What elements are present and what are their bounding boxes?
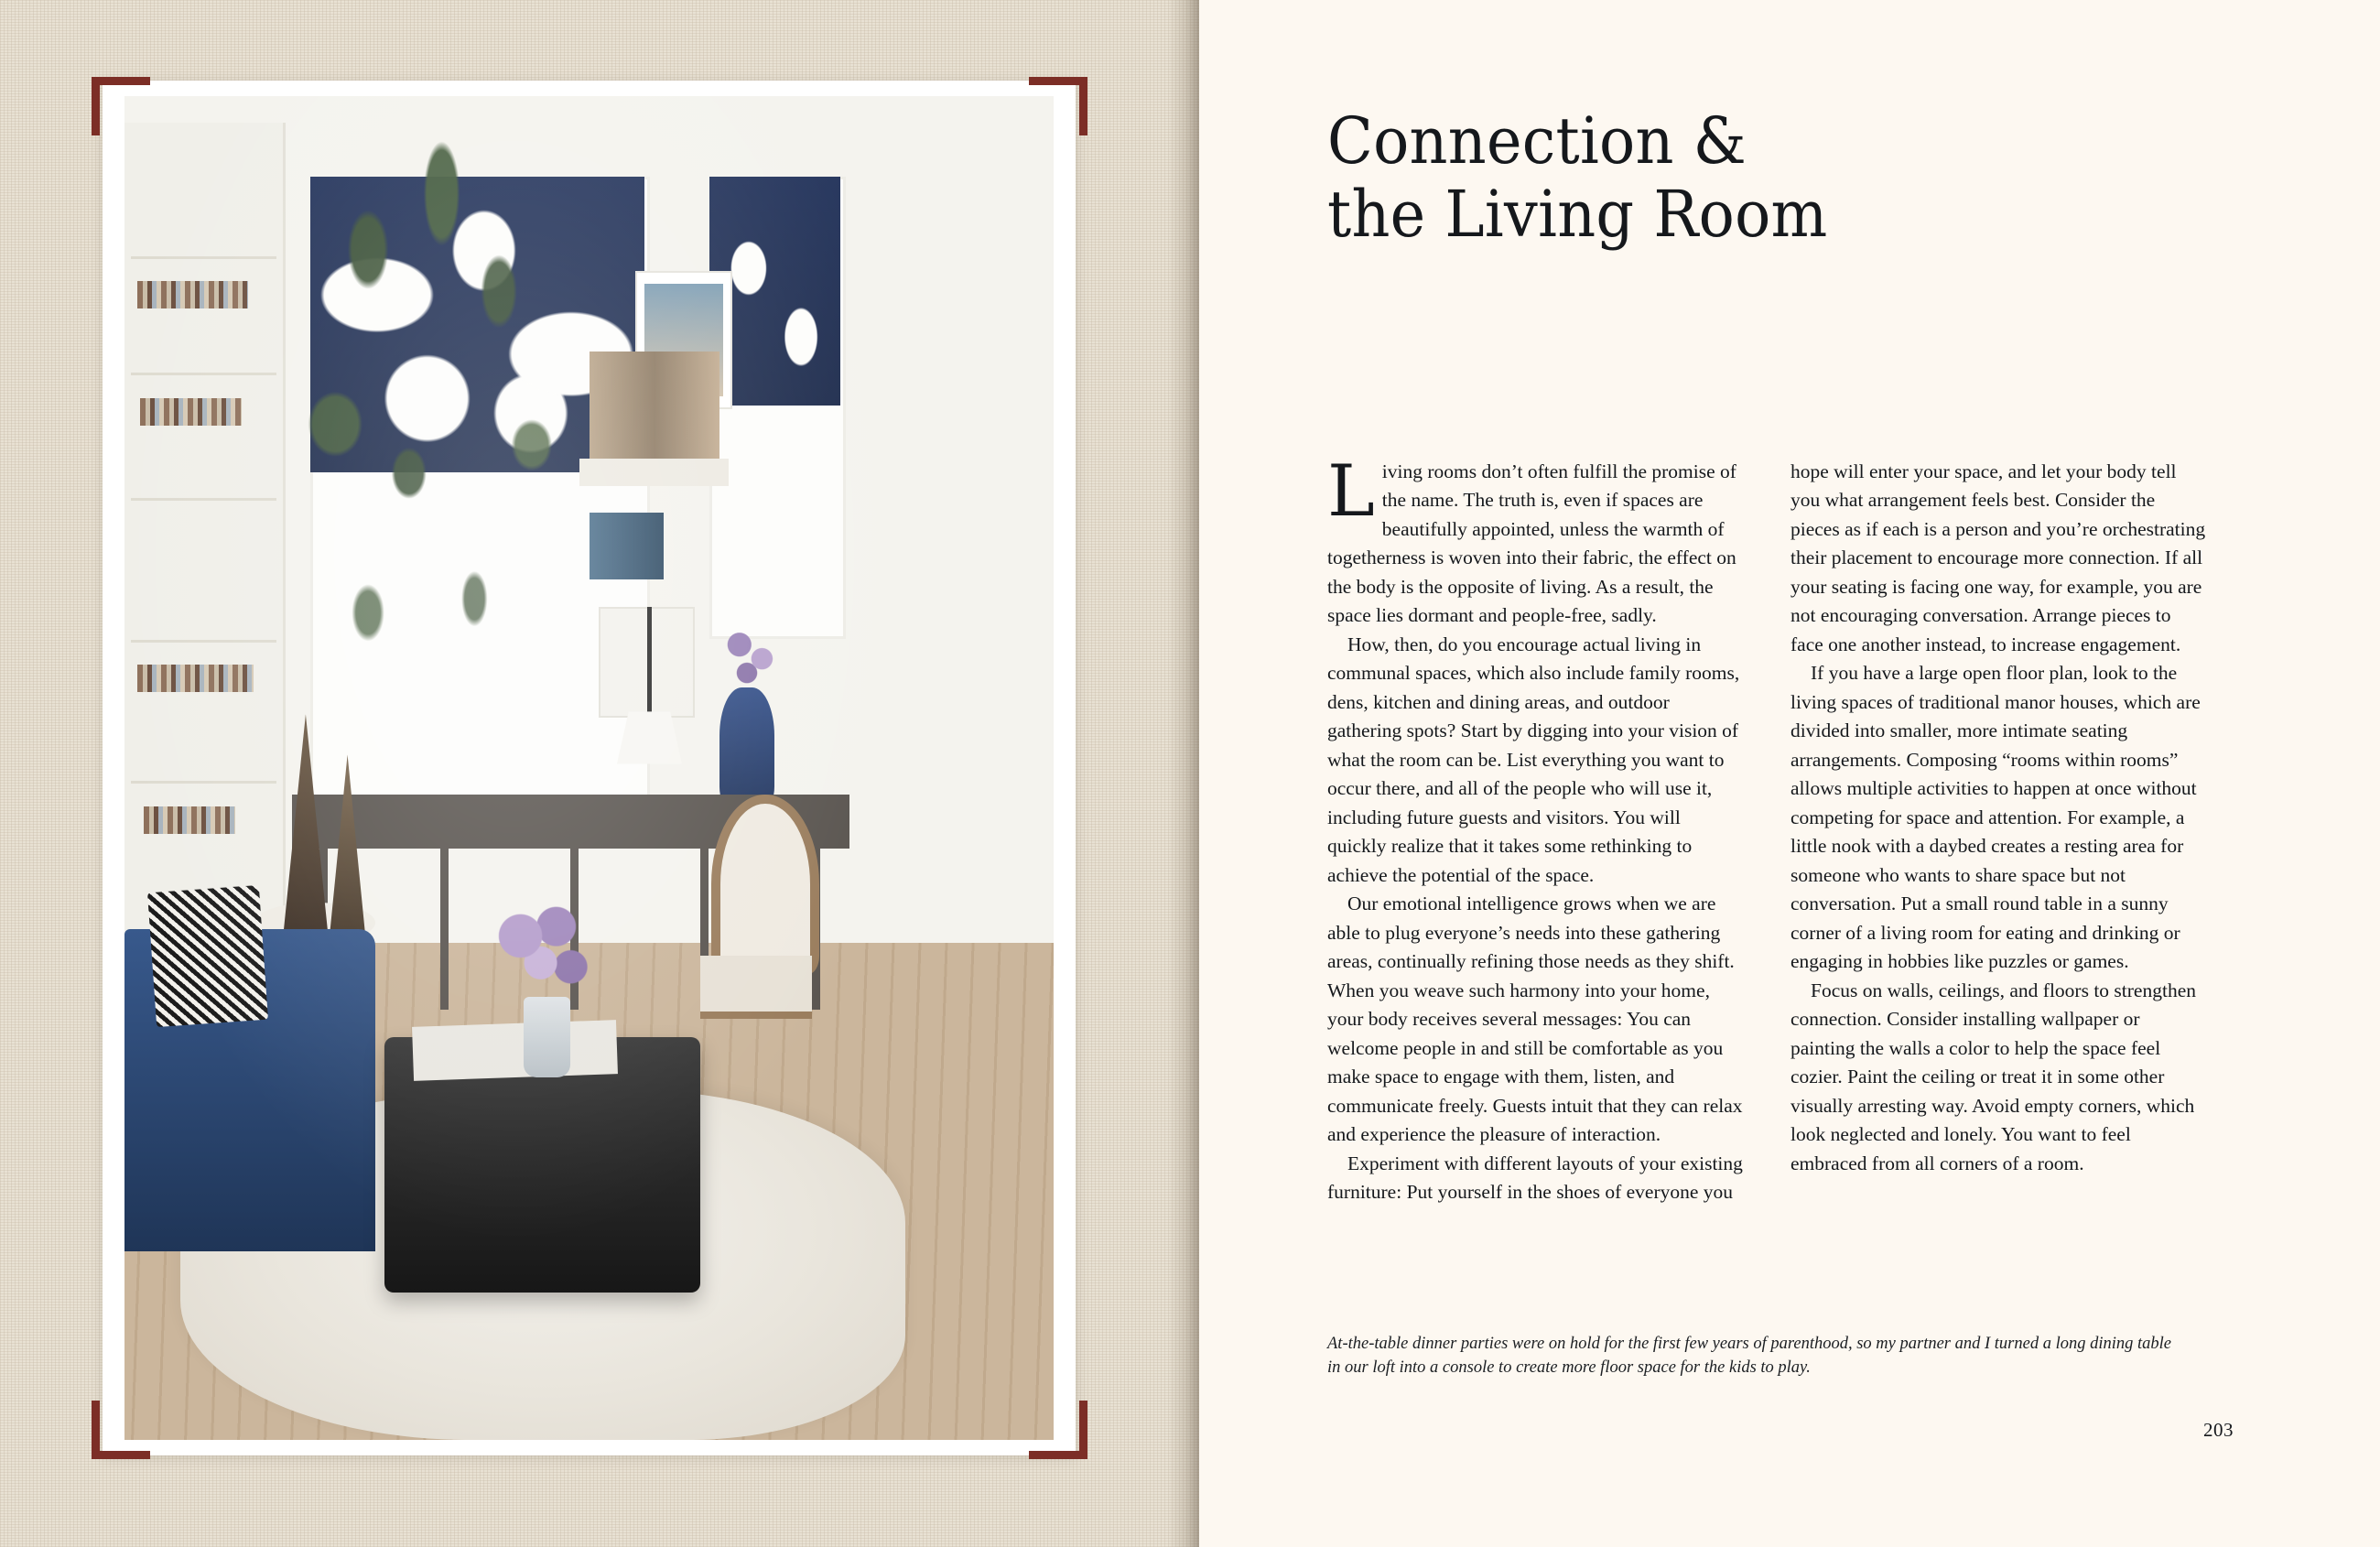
photo-light-overlay xyxy=(124,96,1054,1440)
body-paragraph: Experiment with different layouts of your existing furniture: Put yourself in the shoes of everyone you hope will enter your space, and let your body tell you what arrangement feels best. Consider the pieces as if each is a person and you’re orchestrating their placement to encourage more connection. If all your seating is facing one way, for example, you are not encouraging conversation. Arrange pieces to face one another instead, to increase engagement. xyxy=(1327,460,2206,1204)
body-paragraph xyxy=(1327,450,1743,631)
corner-mark-top-right xyxy=(1029,77,1087,135)
living-room-photograph xyxy=(124,96,1054,1440)
page-gutter-shadow xyxy=(1168,0,1199,1547)
chapter-title-line-1: Connection & xyxy=(1327,103,1747,178)
body-paragraph: If you have a large open floor plan, look to the living spaces of traditional manor houses, which are divided into smaller, more intimate seating arrangements. Composing “rooms within rooms” allows multiple activities to happen at once without competing for space and attention. For example, a little nook with a daybed creates a resting area for someone who wants to share space but not conversation. Put a small round table in a sunny corner of a living room for eating and drinking or engaging in hobbies like puzzles or games. xyxy=(1790,662,2201,973)
drop-cap: L xyxy=(1327,450,1375,533)
body-paragraph: Focus on walls, ceilings, and floors to strengthen connection. Consider installing wallpaper or painting the walls a color to help the space feel cozier. Paint the ceiling or treat it in some other visually arresting way. Avoid empty corners, which look neglected and lonely. You want to feel embraced from all corners of a room. xyxy=(1790,979,2196,1174)
body-paragraph-text: iving rooms don’t often fulfill the promise of the name. The truth is, even if spaces are beautifully appointed, unless the warmth of togetherness is woven into their fabric, the effect on the body is the opposite of living. As a result, the space lies dormant and people-free, sadly. xyxy=(1327,460,1736,627)
page-title xyxy=(1327,105,1828,252)
corner-mark-bottom-left xyxy=(92,1401,150,1459)
corner-mark-top-left xyxy=(92,77,150,135)
body-columns xyxy=(1327,450,2206,1207)
photo-caption: At-the-table dinner parties were on hold for the first few years of parenthood, so my partner and I turned a long dining table in our loft into a console to create more floor space for the kids to play. xyxy=(1327,1335,2172,1378)
corner-mark-bottom-right xyxy=(1029,1401,1087,1459)
page-number: 203 xyxy=(2203,1419,2234,1441)
photo-frame xyxy=(103,81,1076,1455)
body-paragraph: Our emotional intelligence grows when we are able to plug everyone’s needs into these gathering areas, continually refining those needs as they shift. When you weave such harmony into your home, your body receives several messages: You can welcome people in and still be comfortable as you make space to engage with them, listen, and communicate freely. Guests intuit that they can relax and experience the pleasure of interaction. xyxy=(1327,892,1743,1146)
chapter-title-line-2: the Living Room xyxy=(1327,176,1828,252)
body-paragraph: How, then, do you encourage actual living in communal spaces, which also include family rooms, dens, kitchen and dining areas, and outdoor gathering spots? Start by digging into your vision of what the room can be. List everything you want to occur there, and all of the people who will use it, including future guests and visitors. You will quickly realize that it takes some rethinking to achieve the potential of the space. xyxy=(1327,633,1740,886)
right-page-text xyxy=(1199,0,2380,1547)
